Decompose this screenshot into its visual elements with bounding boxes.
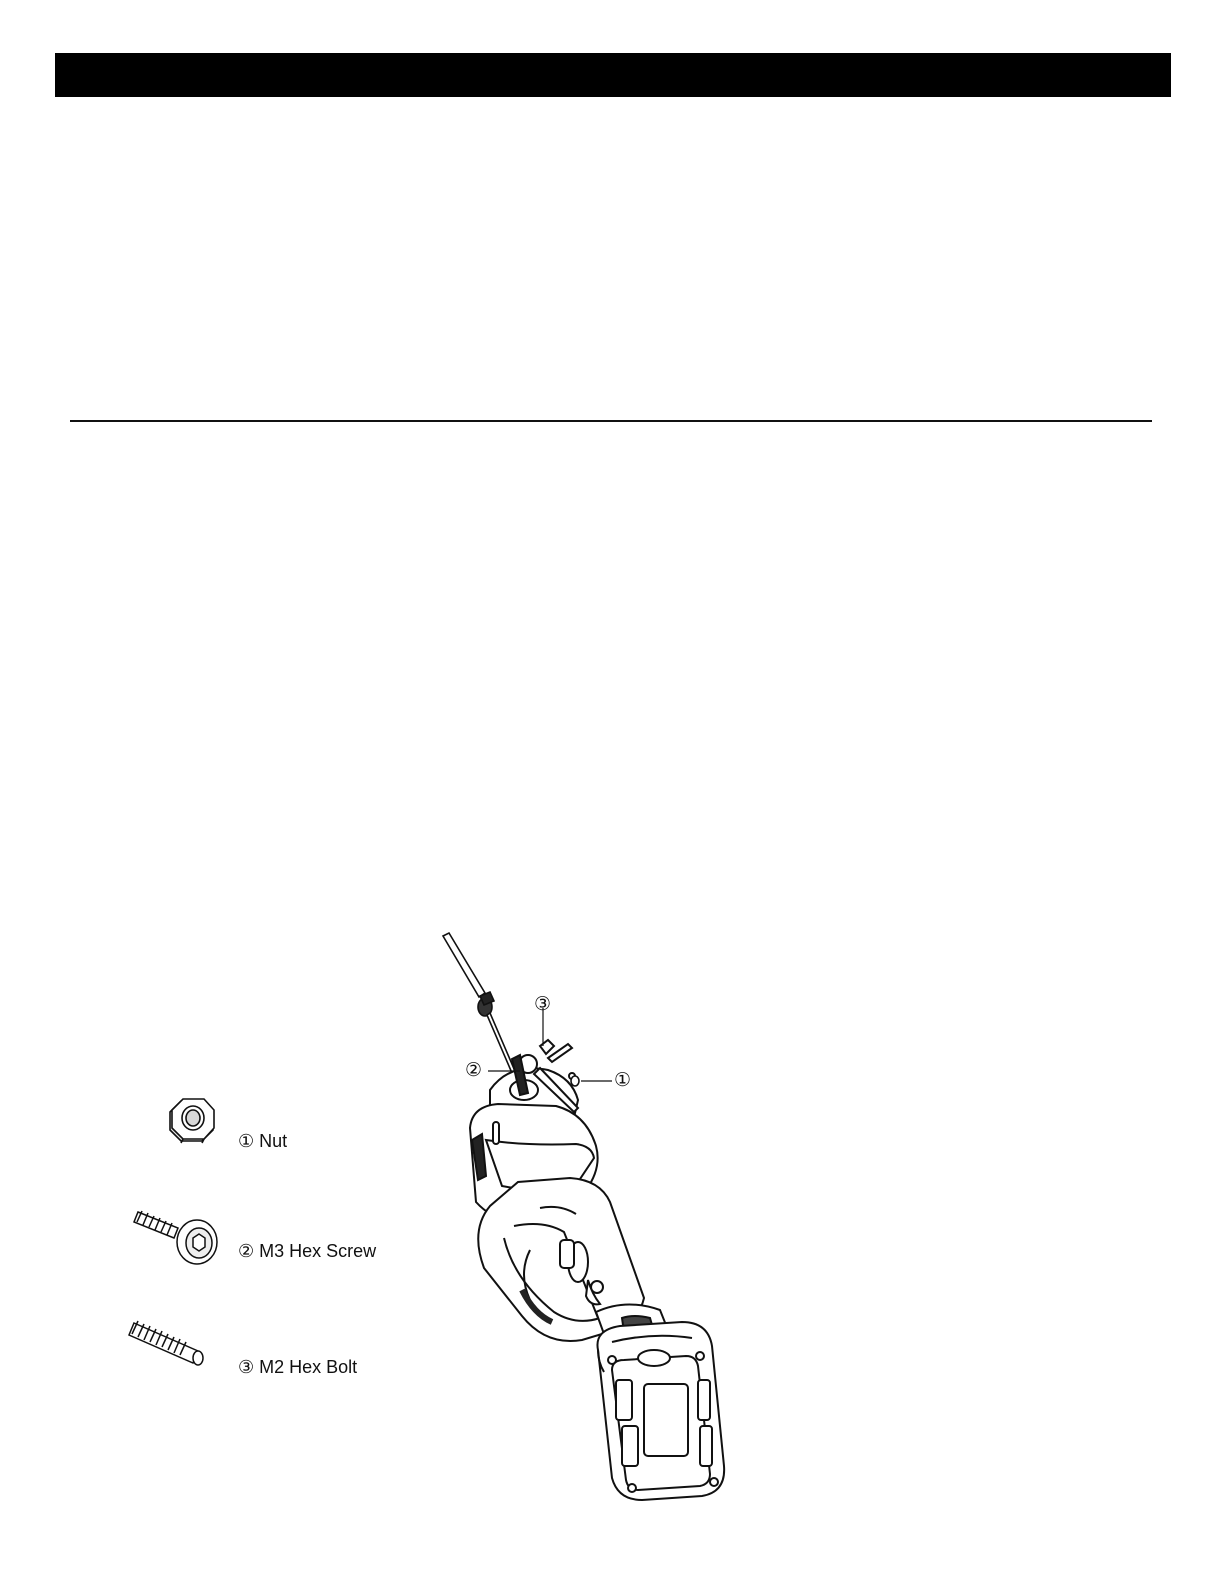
m3-hex-screw-icon bbox=[134, 1211, 217, 1264]
callout-1: ① bbox=[614, 1070, 632, 1091]
part-label-m2-hex-bolt: ③ M2 Hex Bolt bbox=[238, 1357, 358, 1377]
power-tool-illustration bbox=[470, 1040, 724, 1500]
nut-position-marker bbox=[571, 1076, 579, 1086]
part-label-m3-hex-screw: ② M3 Hex Screw bbox=[238, 1241, 377, 1261]
part-label-nut: ① Nut bbox=[238, 1131, 288, 1151]
callout-2: ② bbox=[465, 1060, 483, 1081]
nut-icon bbox=[170, 1099, 214, 1143]
callout-3: ③ bbox=[534, 994, 552, 1015]
hex-key-icon bbox=[443, 933, 524, 1094]
m2-hex-bolt-icon bbox=[129, 1321, 203, 1365]
